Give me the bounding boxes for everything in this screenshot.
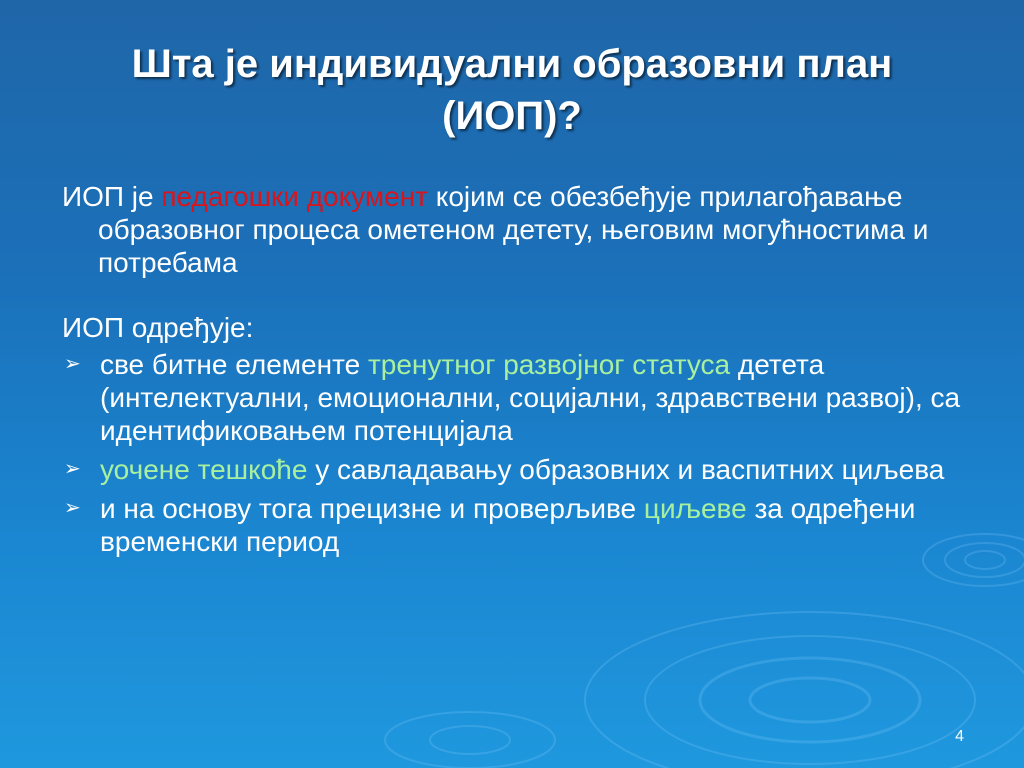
arrow-right-icon: ➢	[64, 497, 81, 519]
bullet-highlight: циљеве	[643, 493, 747, 524]
bullet-highlight: тренутног развојног статуса	[367, 349, 731, 380]
slide-title-line-2: (ИОП)?	[442, 94, 582, 138]
bullet-text-after: детета (интелектуални, емоционални, социјални, здравствени развој), са идентификовањем потенцијала	[100, 349, 961, 446]
bullet-item-goals	[62, 492, 982, 558]
definition-prefix: ИОП је	[62, 181, 162, 212]
arrow-right-icon: ➢	[64, 458, 81, 480]
slide-title	[40, 38, 984, 142]
bullet-item-status	[62, 348, 982, 447]
bullet-text-after: у савладавању образовних и васпитних циљева	[307, 454, 945, 485]
bullet-item-difficulties	[62, 453, 982, 486]
definition-highlight: педагошки документ	[161, 181, 428, 212]
arrow-right-icon: ➢	[64, 353, 81, 375]
paragraph-spacer	[62, 279, 982, 311]
bullet-text-before: све битне елементе	[100, 349, 368, 380]
slide-body	[62, 180, 982, 564]
bullet-highlight: уочене тешкоће	[100, 454, 308, 485]
bullet-list	[62, 348, 982, 558]
determines-label: ИОП одређује:	[62, 312, 254, 343]
slide-title-line-1: Шта је индивидуални образовни план	[131, 42, 893, 86]
bullet-text-after: за одређени временски период	[100, 493, 916, 557]
definition-paragraph	[62, 180, 982, 279]
page-number: 4	[955, 728, 964, 745]
bullet-text-before: и на основу тога прецизне и проверљиве	[100, 493, 644, 524]
definition-rest: којим се обезбеђује прилагођавање образовног процеса ометеном детету, његовим могућностима и потребама	[98, 181, 929, 278]
